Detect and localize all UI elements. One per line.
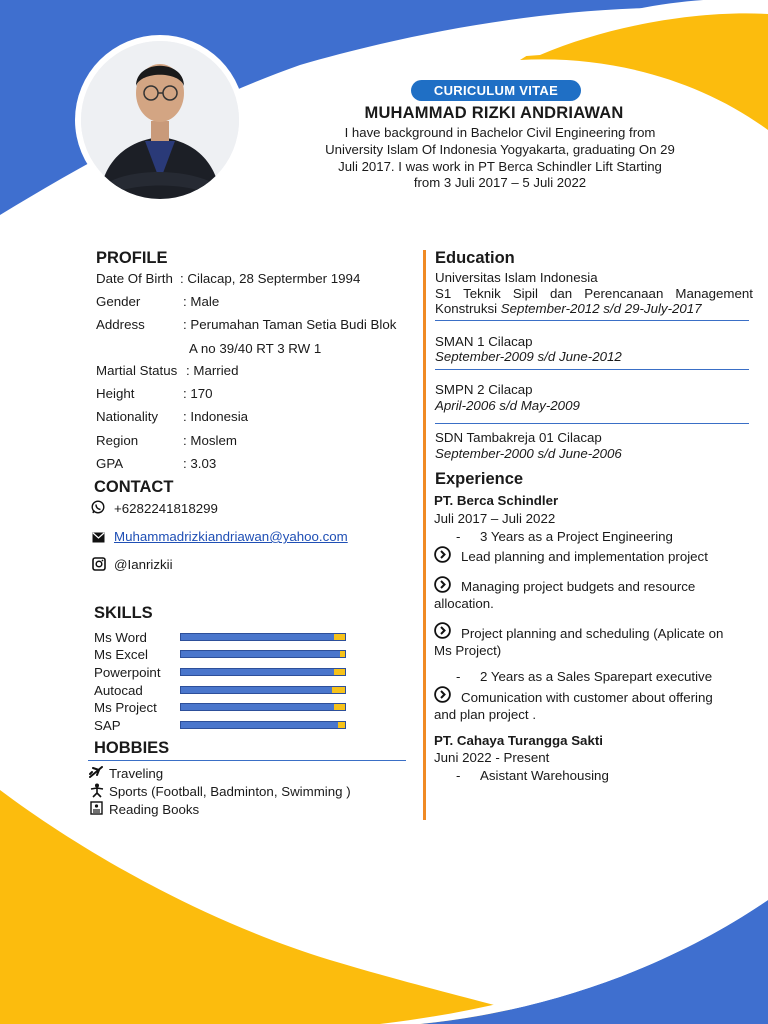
job-role: 3 Years as a Project Engineering	[480, 529, 673, 544]
profile-value: : 170	[183, 386, 213, 401]
skill-level-bar	[180, 633, 346, 641]
skill-name: Powerpoint	[94, 665, 161, 680]
profile-label: Martial Status	[96, 363, 178, 378]
skill-level-remainder	[332, 687, 345, 693]
job-role: 2 Years as a Sales Sparepart executive	[480, 669, 713, 684]
dash: -	[456, 768, 461, 783]
profile-value: : Moslem	[183, 433, 237, 448]
skill-level-bar	[180, 650, 346, 658]
job-period: Juli 2017 – Juli 2022	[434, 511, 556, 526]
profile-label: Date Of Birth	[96, 271, 173, 286]
chevron-circle-icon	[434, 546, 451, 568]
degree-line: S1 Teknik Sipil dan Perencanaan Management	[435, 286, 753, 301]
phone-number[interactable]: +6282241818299	[114, 501, 218, 516]
skill-level-bar	[180, 721, 346, 729]
task-item: Managing project budgets and resource	[461, 579, 696, 594]
profile-value: : 3.03	[183, 456, 217, 471]
hobby-item: Traveling	[109, 766, 164, 781]
task-item: Comunication with customer about offering	[461, 690, 713, 705]
dash: -	[456, 529, 461, 544]
profile-photo	[81, 41, 239, 199]
skill-level-bar	[180, 668, 346, 676]
task-item-cont: allocation.	[434, 596, 494, 611]
column-divider	[423, 250, 426, 820]
period: September-2009 s/d June-2012	[435, 349, 622, 364]
task-item-cont: and plan project .	[434, 707, 537, 722]
whatsapp-icon	[91, 500, 105, 519]
instagram-handle[interactable]: @Ianrizkii	[114, 557, 173, 572]
skill-name: Ms Word	[94, 630, 147, 645]
education-divider	[435, 320, 749, 321]
skill-level-fill	[181, 722, 338, 728]
summary-line: Juli 2017. I was work in PT Berca Schindler Lift Starting	[338, 158, 662, 174]
summary-line: University Islam Of Indonesia Yogyakarta, graduating On 29	[325, 141, 675, 157]
skills-heading: SKILLS	[94, 604, 153, 622]
instagram-icon	[92, 557, 106, 576]
skill-name: Ms Excel	[94, 647, 148, 662]
skill-name: Autocad	[94, 683, 143, 698]
period: April-2006 s/d May-2009	[435, 398, 580, 413]
education-divider	[435, 423, 749, 424]
task-item: Project planning and scheduling (Aplicate on	[461, 626, 724, 641]
skill-level-fill	[181, 634, 334, 640]
education-heading: Education	[435, 249, 515, 267]
skill-name: Ms Project	[94, 700, 157, 715]
skill-level-bar	[180, 686, 346, 694]
chevron-circle-icon	[434, 686, 451, 708]
skill-name: SAP	[94, 718, 121, 733]
dash: -	[456, 669, 461, 684]
school-name: SMPN 2 Cilacap	[435, 382, 533, 397]
profile-label: Height	[96, 386, 135, 401]
profile-label: Gender	[96, 294, 141, 309]
hobbies-divider	[88, 760, 406, 761]
degree-period	[435, 301, 702, 316]
person-icon	[90, 783, 104, 803]
hobbies-heading: HOBBIES	[94, 739, 170, 757]
education-divider	[435, 369, 749, 370]
contact-heading: CONTACT	[94, 478, 174, 496]
profile-label: GPA	[96, 456, 124, 471]
school-name: SDN Tambakreja 01 Cilacap	[435, 430, 602, 445]
book-icon	[90, 801, 103, 820]
profile-label: Nationality	[96, 409, 159, 424]
profile-value: : Perumahan Taman Setia Budi Blok	[183, 317, 397, 332]
summary	[300, 125, 700, 192]
school-name: Universitas Islam Indonesia	[435, 270, 598, 285]
hobby-item: Sports (Football, Badminton, Swimming )	[109, 784, 351, 799]
summary-line: from 3 Juli 2017 – 5 Juli 2022	[413, 175, 587, 191]
job-role: Asistant Warehousing	[480, 768, 609, 783]
period: September-2000 s/d June-2006	[435, 446, 622, 461]
profile-value: A no 39/40 RT 3 RW 1	[189, 341, 322, 356]
company-name: PT. Berca Schindler	[434, 493, 559, 508]
skill-level-remainder	[334, 634, 345, 640]
company-name: PT. Cahaya Turangga Sakti	[434, 733, 603, 748]
skill-level-fill	[181, 651, 340, 657]
skill-level-remainder	[340, 651, 345, 657]
profile-value: : Male	[183, 294, 220, 309]
profile-value: : Indonesia	[183, 409, 249, 424]
task-item-cont: Ms Project)	[434, 643, 502, 658]
person-name: MUHAMMAD RIZKI ANDRIAWAN	[364, 104, 624, 122]
skill-level-fill	[181, 669, 334, 675]
task-item: Lead planning and implementation project	[461, 549, 708, 564]
summary-line: I have background in Bachelor Civil Engineering from	[344, 125, 656, 140]
skill-level-fill	[181, 687, 332, 693]
profile-heading: PROFILE	[96, 249, 168, 267]
profile-value: : Cilacap, 28 Septermber 1994	[180, 271, 361, 286]
school-name: SMAN 1 Cilacap	[435, 334, 533, 349]
email-icon	[92, 530, 105, 548]
profile-label: Address	[96, 317, 145, 332]
skill-level-bar	[180, 703, 346, 711]
skill-level-remainder	[334, 704, 345, 710]
profile-value: : Married	[186, 363, 239, 378]
email-link[interactable]: Muhammadrizkiandriawan@yahoo.com	[114, 529, 348, 544]
chevron-circle-icon	[434, 576, 451, 598]
airplane-icon	[89, 766, 104, 784]
skill-level-remainder	[334, 669, 345, 675]
skill-level-fill	[181, 704, 334, 710]
profile-label: Region	[96, 433, 139, 448]
experience-heading: Experience	[435, 470, 524, 488]
hobby-item: Reading Books	[109, 802, 200, 817]
period: September-2012 s/d 29-July-2017	[500, 301, 702, 316]
cv-badge: CURICULUM VITAE	[411, 80, 581, 101]
skill-level-remainder	[338, 722, 345, 728]
job-period: Juni 2022 - Present	[434, 750, 550, 765]
degree-line-end: Konstruksi	[435, 301, 501, 316]
chevron-circle-icon	[434, 622, 451, 644]
